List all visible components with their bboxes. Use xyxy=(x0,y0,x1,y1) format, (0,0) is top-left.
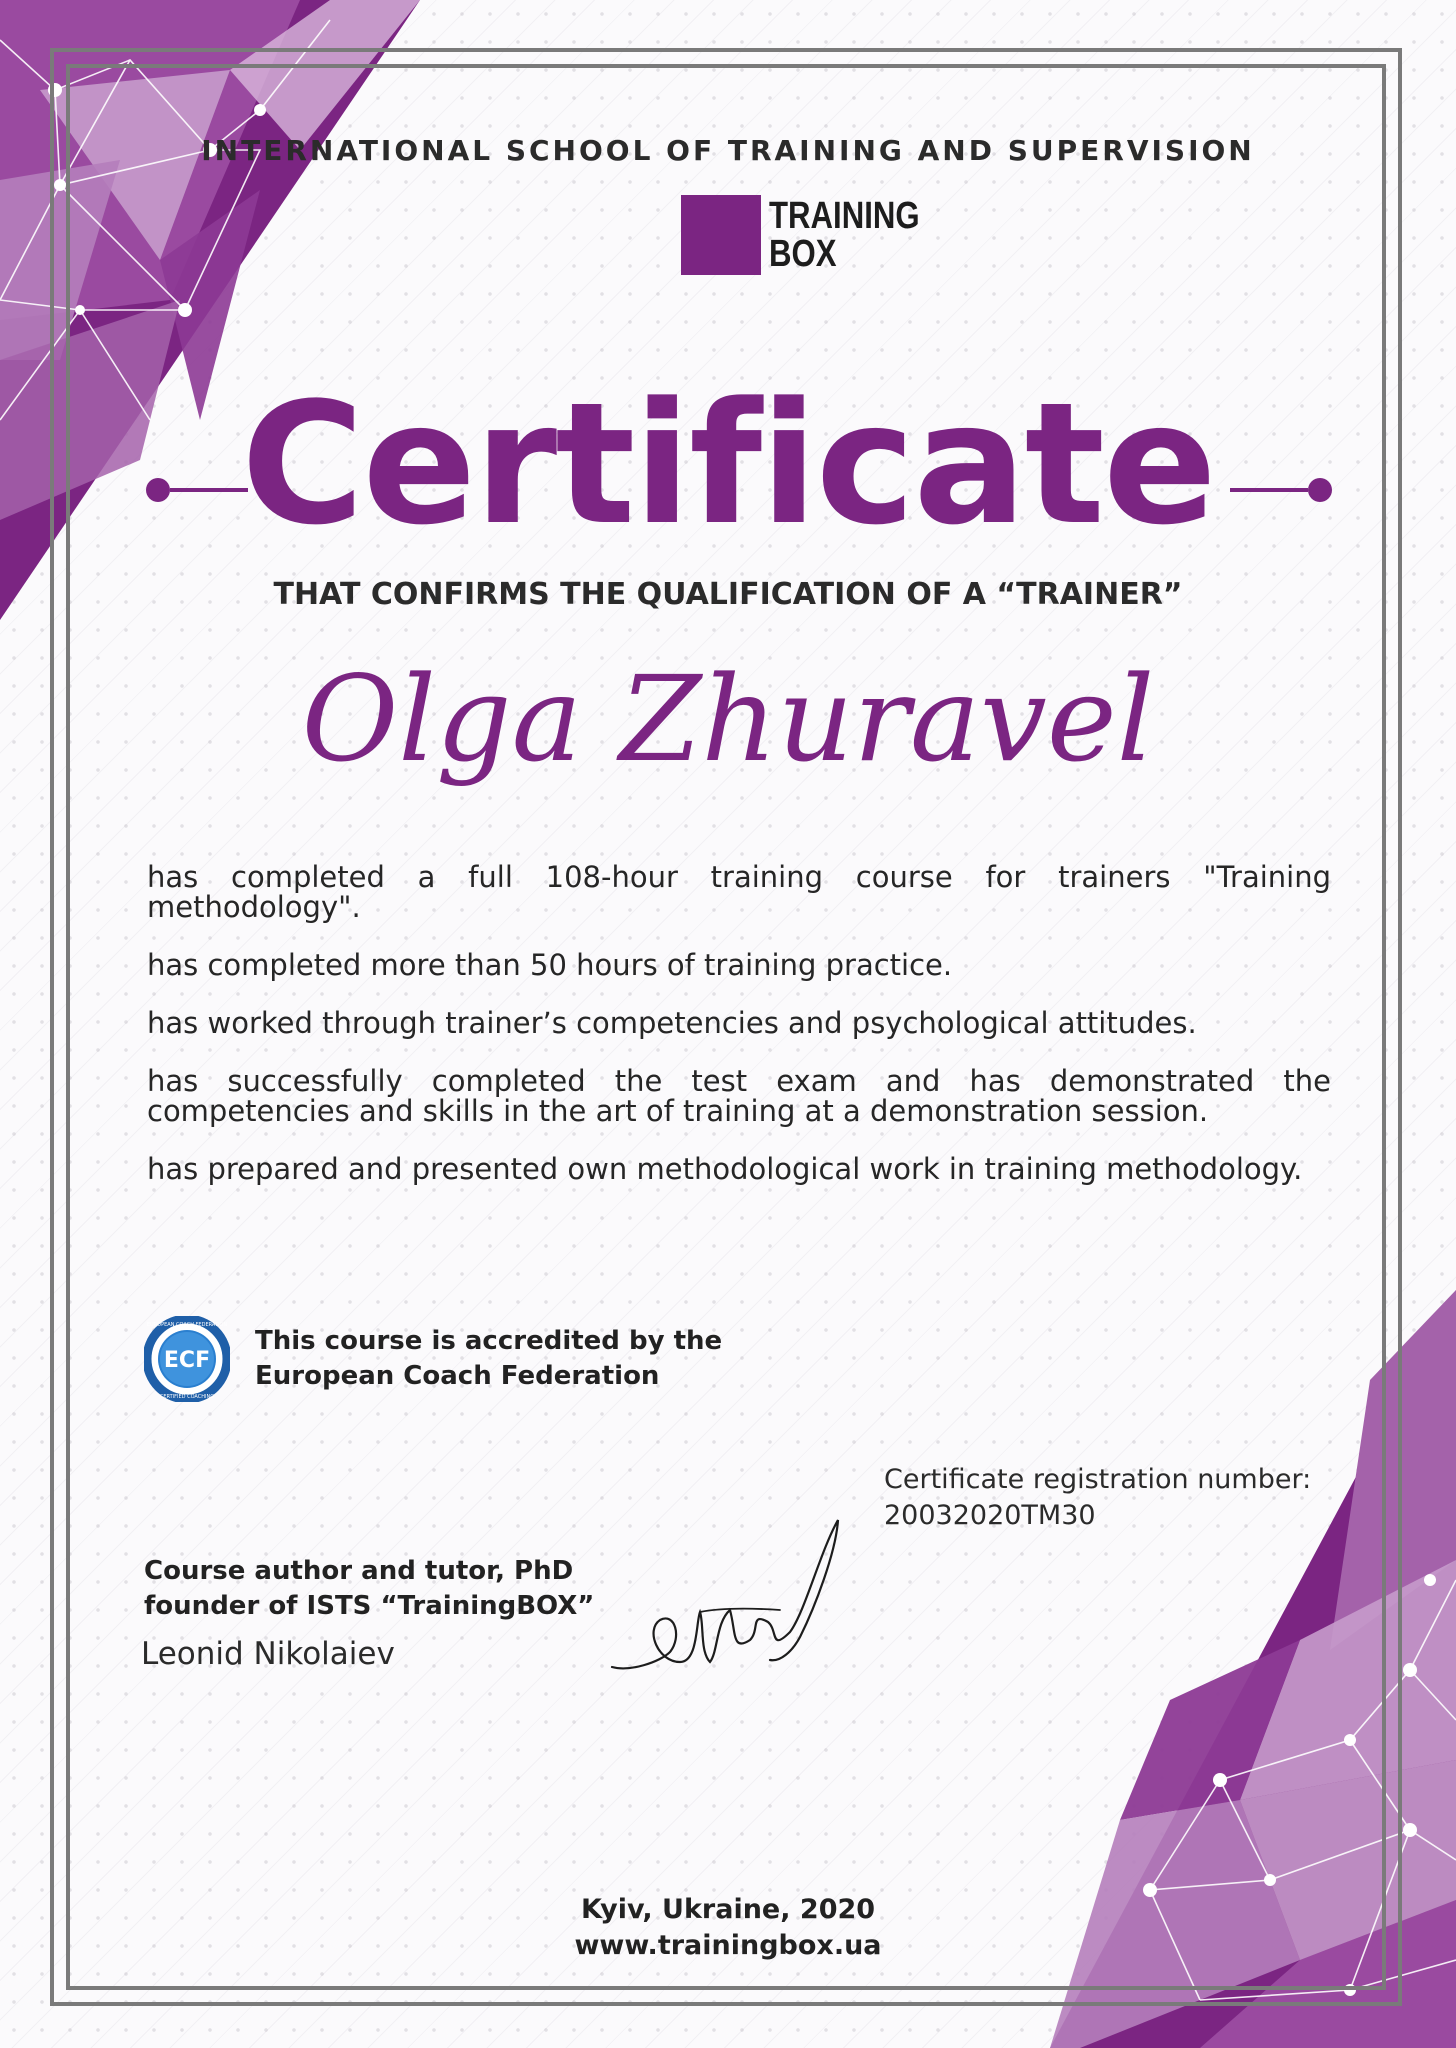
accreditation-text xyxy=(255,1324,722,1394)
statement-item: has prepared and presented own methodological work in training methodology. xyxy=(147,1152,1303,1186)
registration-block xyxy=(884,1462,1311,1534)
footer xyxy=(0,1892,1456,1964)
trainingbox-logo xyxy=(681,194,953,276)
accreditation-line-2: European Coach Federation xyxy=(255,1361,660,1391)
accreditation-line-1: This course is accredited by the xyxy=(255,1326,723,1356)
recipient-name: Olga Zhuravel xyxy=(301,650,1155,788)
certificate-subtitle: THAT CONFIRMS THE QUALIFICATION OF A “TRAINER” xyxy=(273,577,1183,612)
statement-item: has successfully completed the test exam and has demonstrated the competencies and skills in the art of training at a demonstration session. xyxy=(147,1064,1331,1128)
logo-line-1: TRAINING xyxy=(769,195,920,237)
handwritten-signature xyxy=(600,1512,850,1682)
statement-item: has completed a full 108-hour training course for trainers "Training methodology". xyxy=(147,860,1331,924)
statement-item: has completed more than 50 hours of training practice. xyxy=(147,948,953,982)
seal-ring-bottom: CERTIFIED COACHING xyxy=(159,1394,215,1400)
logo-line-2: BOX xyxy=(769,233,837,275)
ecf-seal-icon xyxy=(144,1316,230,1402)
footer-website[interactable]: www.trainingbox.ua xyxy=(574,1930,882,1961)
author-title-line-2: founder of ISTS “TrainingBOX” xyxy=(144,1591,595,1621)
author-title-line-1: Course author and tutor, PhD xyxy=(144,1556,574,1586)
seal-text: ECF xyxy=(163,1348,211,1373)
logo-square-icon xyxy=(681,195,761,275)
registration-number: 20032020TM30 xyxy=(884,1500,1096,1531)
logo-wordmark xyxy=(769,197,920,273)
author-block xyxy=(144,1554,594,1624)
seal-ring-top: EUROPEAN COACH FEDERATION xyxy=(146,1322,228,1328)
registration-label: Certificate registration number: xyxy=(884,1464,1312,1495)
statement-list xyxy=(147,862,1331,1212)
footer-location: Kyiv, Ukraine, 2020 xyxy=(580,1894,876,1925)
author-name: Leonid Nikolaiev xyxy=(141,1636,395,1672)
statement-item: has worked through trainer’s competencies and psychological attitudes. xyxy=(147,1006,1197,1040)
school-name: INTERNATIONAL SCHOOL OF TRAINING AND SUPERVISION xyxy=(201,134,1255,167)
certificate-title: Certificate xyxy=(241,366,1215,562)
